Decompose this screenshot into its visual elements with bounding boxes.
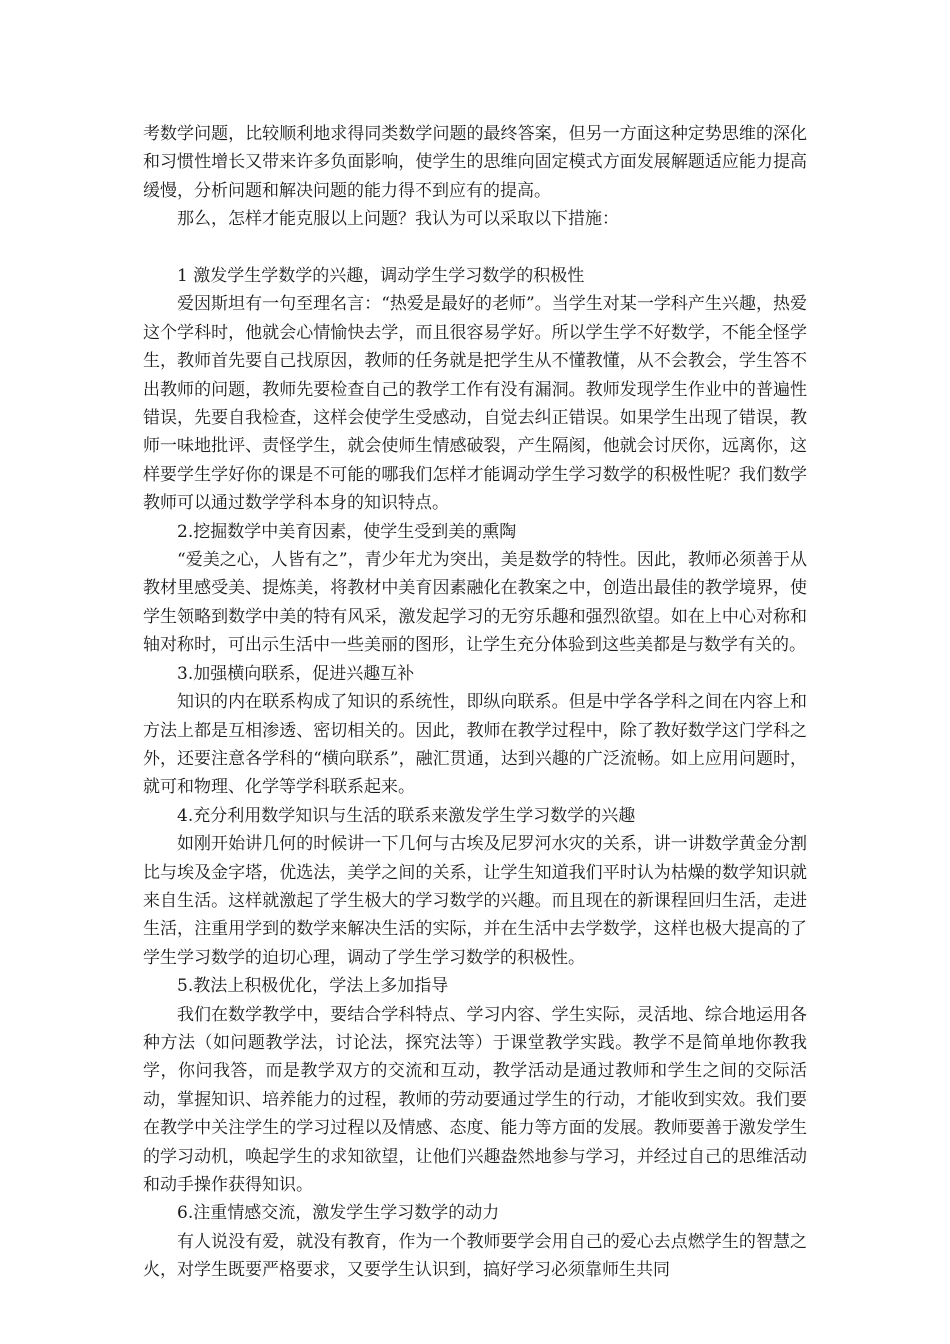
section-heading-4: 4.充分利用数学知识与生活的联系来激发学生学习数学的兴趣 (177, 805, 636, 826)
section-heading-1: 1 激发学生学数学的兴趣，调动学生学习数学的积极性 (177, 266, 585, 287)
paragraph-transition: 那么，怎样才能克服以上问题？我认为可以采取以下措施： (177, 209, 619, 230)
section-heading-6: 6.注重情感交流，激发学生学习数学的动力 (177, 1203, 500, 1224)
document-page (143, 120, 807, 1285)
section-heading-2: 2.挖掘数学中美育因素，使学生受到美的熏陶 (177, 521, 517, 542)
section-heading-5: 5.教法上积极优化，学法上多加指导 (177, 976, 449, 997)
paragraph-continuation: 考数学问题，比较顺利地求得同类数学问题的最终答案，但另一方面这种定势思维的深化和习惯性增长又带来许多负面影响，使学生的思维向固定模式方面发展解题适应能力提高缓慢，分析问题和解决问题的能力得不到应有的提高。 (143, 124, 807, 201)
paragraph-section-4: 如刚开始讲几何的时候讲一下几何与古埃及尼罗河水灾的关系，讲一讲数学黄金分割比与埃及金字塔，优选法，美学之间的关系，让学生知道我们平时认为枯燥的数学知识就来自生活。这样就激起了学生极大的学习数学的兴趣。而且现在的新课程回归生活，走进生活，注重用学到的数学来解决生活的实际，并在生活中去学数学，这样也极大提高的了学生学习数学的迫切心理，调动了学生学习数学的积极性。 (143, 834, 807, 968)
paragraph-section-2: “爱美之心，人皆有之”，青少年尤为突出，美是数学的特性。因此，教师必须善于从教材里感受美、提炼美，将教材中美育因素融化在教案之中，创造出最佳的教学境界，使学生领略到数学中美的特有风采，激发起学习的无穷乐趣和强烈欲望。如在上中心对称和轴对称时，可出示生活中一些美丽的图形，让学生充分体验到这些美都是与数学有关的。 (143, 550, 807, 656)
paragraph-section-6: 有人说没有爱，就没有教育，作为一个教师要学会用自己的爱心去点燃学生的智慧之火，对学生既要严格要求，又要学生认识到，搞好学习必须靠师生共同 (143, 1231, 807, 1281)
paragraph-section-5: 我们在数学教学中，要结合学科特点、学习内容、学生实际，灵活地、综合地运用各种方法（如问题教学法，讨论法，探究法等）于课堂教学实践。教学不是简单地你教我学，你问我答，而是教学双方的交流和互动，教学活动是通过教师和学生之间的交际活动，掌握知识、培养能力的过程，教师的劳动要通过学生的行动，才能收到实效。我们要在教学中关注学生的学习过程以及情感、态度、能力等方面的发展。教师要善于激发学生的学习动机，唤起学生的求知欲望，让他们兴趣盎然地参与学习，并经过自己的思维活动和动手操作获得知识。 (143, 1004, 807, 1196)
section-heading-3: 3.加强横向联系，促进兴趣互补 (177, 663, 415, 684)
paragraph-section-1: 爱因斯坦有一句至理名言：“热爱是最好的老师”。当学生对某一学科产生兴趣，热爱这个学科时，他就会心情愉快去学，而且很容易学好。所以学生学不好数学，不能全怪学生，教师首先要自己找原因，教师的任务就是把学生从不懂教懂，从不会教会，学生答不出教师的问题，教师先要检查自己的教学工作有没有漏洞。教师发现学生作业中的普遍性错误，先要自我检查，这样会使学生受感动，自觉去纠正错误。如果学生出现了错误，教师一味地批评、责怪学生，就会使师生情感破裂，产生隔阂，他就会讨厌你，远离你，这样要学生学好你的课是不可能的哪我们怎样才能调动学生学习数学的积极性呢？我们数学教师可以通过数学学科本身的知识特点。 (143, 294, 807, 514)
blank-line (143, 234, 807, 262)
paragraph-section-3: 知识的内在联系构成了知识的系统性，即纵向联系。但是中学各学科之间在内容上和方法上都是互相渗透、密切相关的。因此，教师在教学过程中，除了教好数学这门学科之外，还要注意各学科的“横向联系”，融汇贯通，达到兴趣的广泛流畅。如上应用问题时，就可和物理、化学等学科联系起来。 (143, 692, 807, 798)
